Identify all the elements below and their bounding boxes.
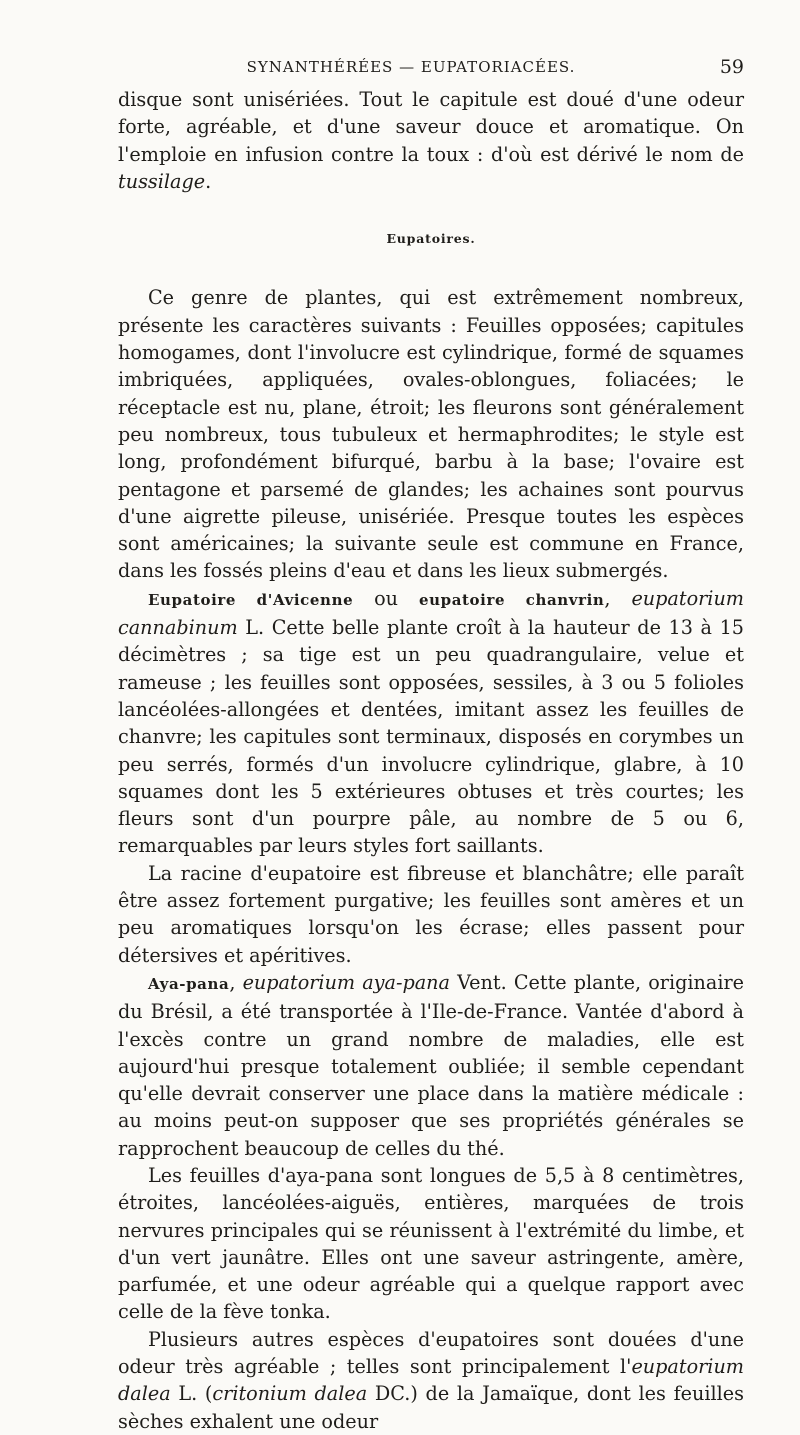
intro-italic-term: tussilage	[118, 169, 206, 193]
plusieurs-text: Plusieurs autres espèces d'eupatoires sont douées d'une odeur très agréable ; telles sont principalement l'	[118, 1327, 744, 1379]
avicenne-paragraph	[118, 585, 744, 860]
species-name-alt: eupatoire chanvrin	[418, 590, 605, 609]
running-head: SYNANTHÉRÉES — EUPATORIACÉES.	[246, 58, 576, 76]
latin-name: critonium dalea	[212, 1382, 368, 1406]
page-body	[118, 86, 744, 1435]
section-title: Eupatoires.	[386, 231, 476, 247]
latin-name: eupatorium cannabinum	[118, 586, 744, 640]
species-name: Eupatoire d'Avicenne	[148, 590, 354, 609]
separator-text: ,	[229, 970, 243, 994]
plusieurs-text: DC.) de la Jamaïque, dont les feuilles sèches exhalent une odeur	[118, 1382, 744, 1433]
species-name: Aya-pana	[148, 974, 230, 993]
latin-name: eupatorium dalea	[118, 1355, 744, 1406]
genre-paragraph: Ce genre de plantes, qui est extrêmement nombreux, présente les caractères suivants : Feuilles opposées; capitules homogames, dont l'involucre est cylindrique, formé de squames imbriquées, appliquées, ovales-oblongues, foliacées; le réceptacle est nu, plane, étroit; les fleurons sont généralement peu nombreux, tous tubuleux et hermaphrodites; le style est long, profondément bifurqué, barbu à la base; l'ovaire est pentagone et parsemé de glandes; les achaines sont pourvus d'une aigrette pileuse, unisériée. Presque toutes les espèces sont américaines; la suivante seule est commune en France, dans les fossés pleins d'eau et dans les lieux submergés.	[118, 286, 744, 583]
feuilles-paragraph: Les feuilles d'aya-pana sont longues de 5,5 à 8 centimètres, étroites, lancéolées-aiguës, entières, marquées de trois nervures principales qui se réunissent à l'extrémité du limbe, et d'un vert jaunâtre. Elles ont une saveur astringente, amère, parfumée, et une odeur agréable qui a quelque rapport avec celle de la fève tonka.	[118, 1163, 744, 1324]
intro-text: disque sont unisériées. Tout le capitule est doué d'une odeur forte, agréable, et d'une saveur douce et aromatique. On l'emploie en infusion contre la toux : d'où est dérivé le nom de	[118, 88, 744, 166]
plusieurs-paragraph	[118, 1326, 744, 1435]
separator-text: ,	[604, 586, 632, 610]
plusieurs-text: L. (	[170, 1382, 213, 1406]
ayapana-paragraph	[118, 969, 744, 1162]
page-header	[118, 58, 744, 82]
racine-paragraph: La racine d'eupatoire est fibreuse et blanchâtre; elle paraît être assez fortement purgative; les feuilles sont amères et un peu aromatiques lorsqu'on les écrase; elles passent pour détersives et apéritives.	[118, 861, 744, 967]
connector-text: ou	[353, 586, 419, 610]
intro-paragraph	[118, 86, 744, 195]
avicenne-text: L. Cette belle plante croît à la hauteur de 13 à 15 décimètres ; sa tige est un peu quadrangulaire, velue et rameuse ; les feuilles sont opposées, sessiles, à 3 ou 5 folioles lancéolées-allongées et dentées, imitant assez les feuilles de chanvre; les capitules sont terminaux, disposés en corymbes un peu serrés, formés d'un involucre cylindrique, glabre, à 10 squames dont les 5 extérieures obtuses et très courtes; les fleurs sont d'un pourpre pâle, au nombre de 5 ou 6, remarquables par leurs styles fort saillants.	[118, 616, 744, 858]
intro-text-end: .	[205, 169, 212, 193]
ayapana-text: Vent. Cette plante, originaire du Brésil, a été transportée à l'Ile-de-France. Vantée d'abord à l'excès contre un grand nombre de maladies, elle est aujourd'hui presque totalement oubliée; il semble cependant qu'elle devrait conserver une place dans la matière médicale : au moins peut-on supposer que ses propriétés générales se rapprochent beaucoup de celles du thé.	[118, 970, 744, 1160]
latin-name: eupatorium aya-pana	[242, 970, 450, 994]
page-number: 59	[719, 56, 744, 78]
